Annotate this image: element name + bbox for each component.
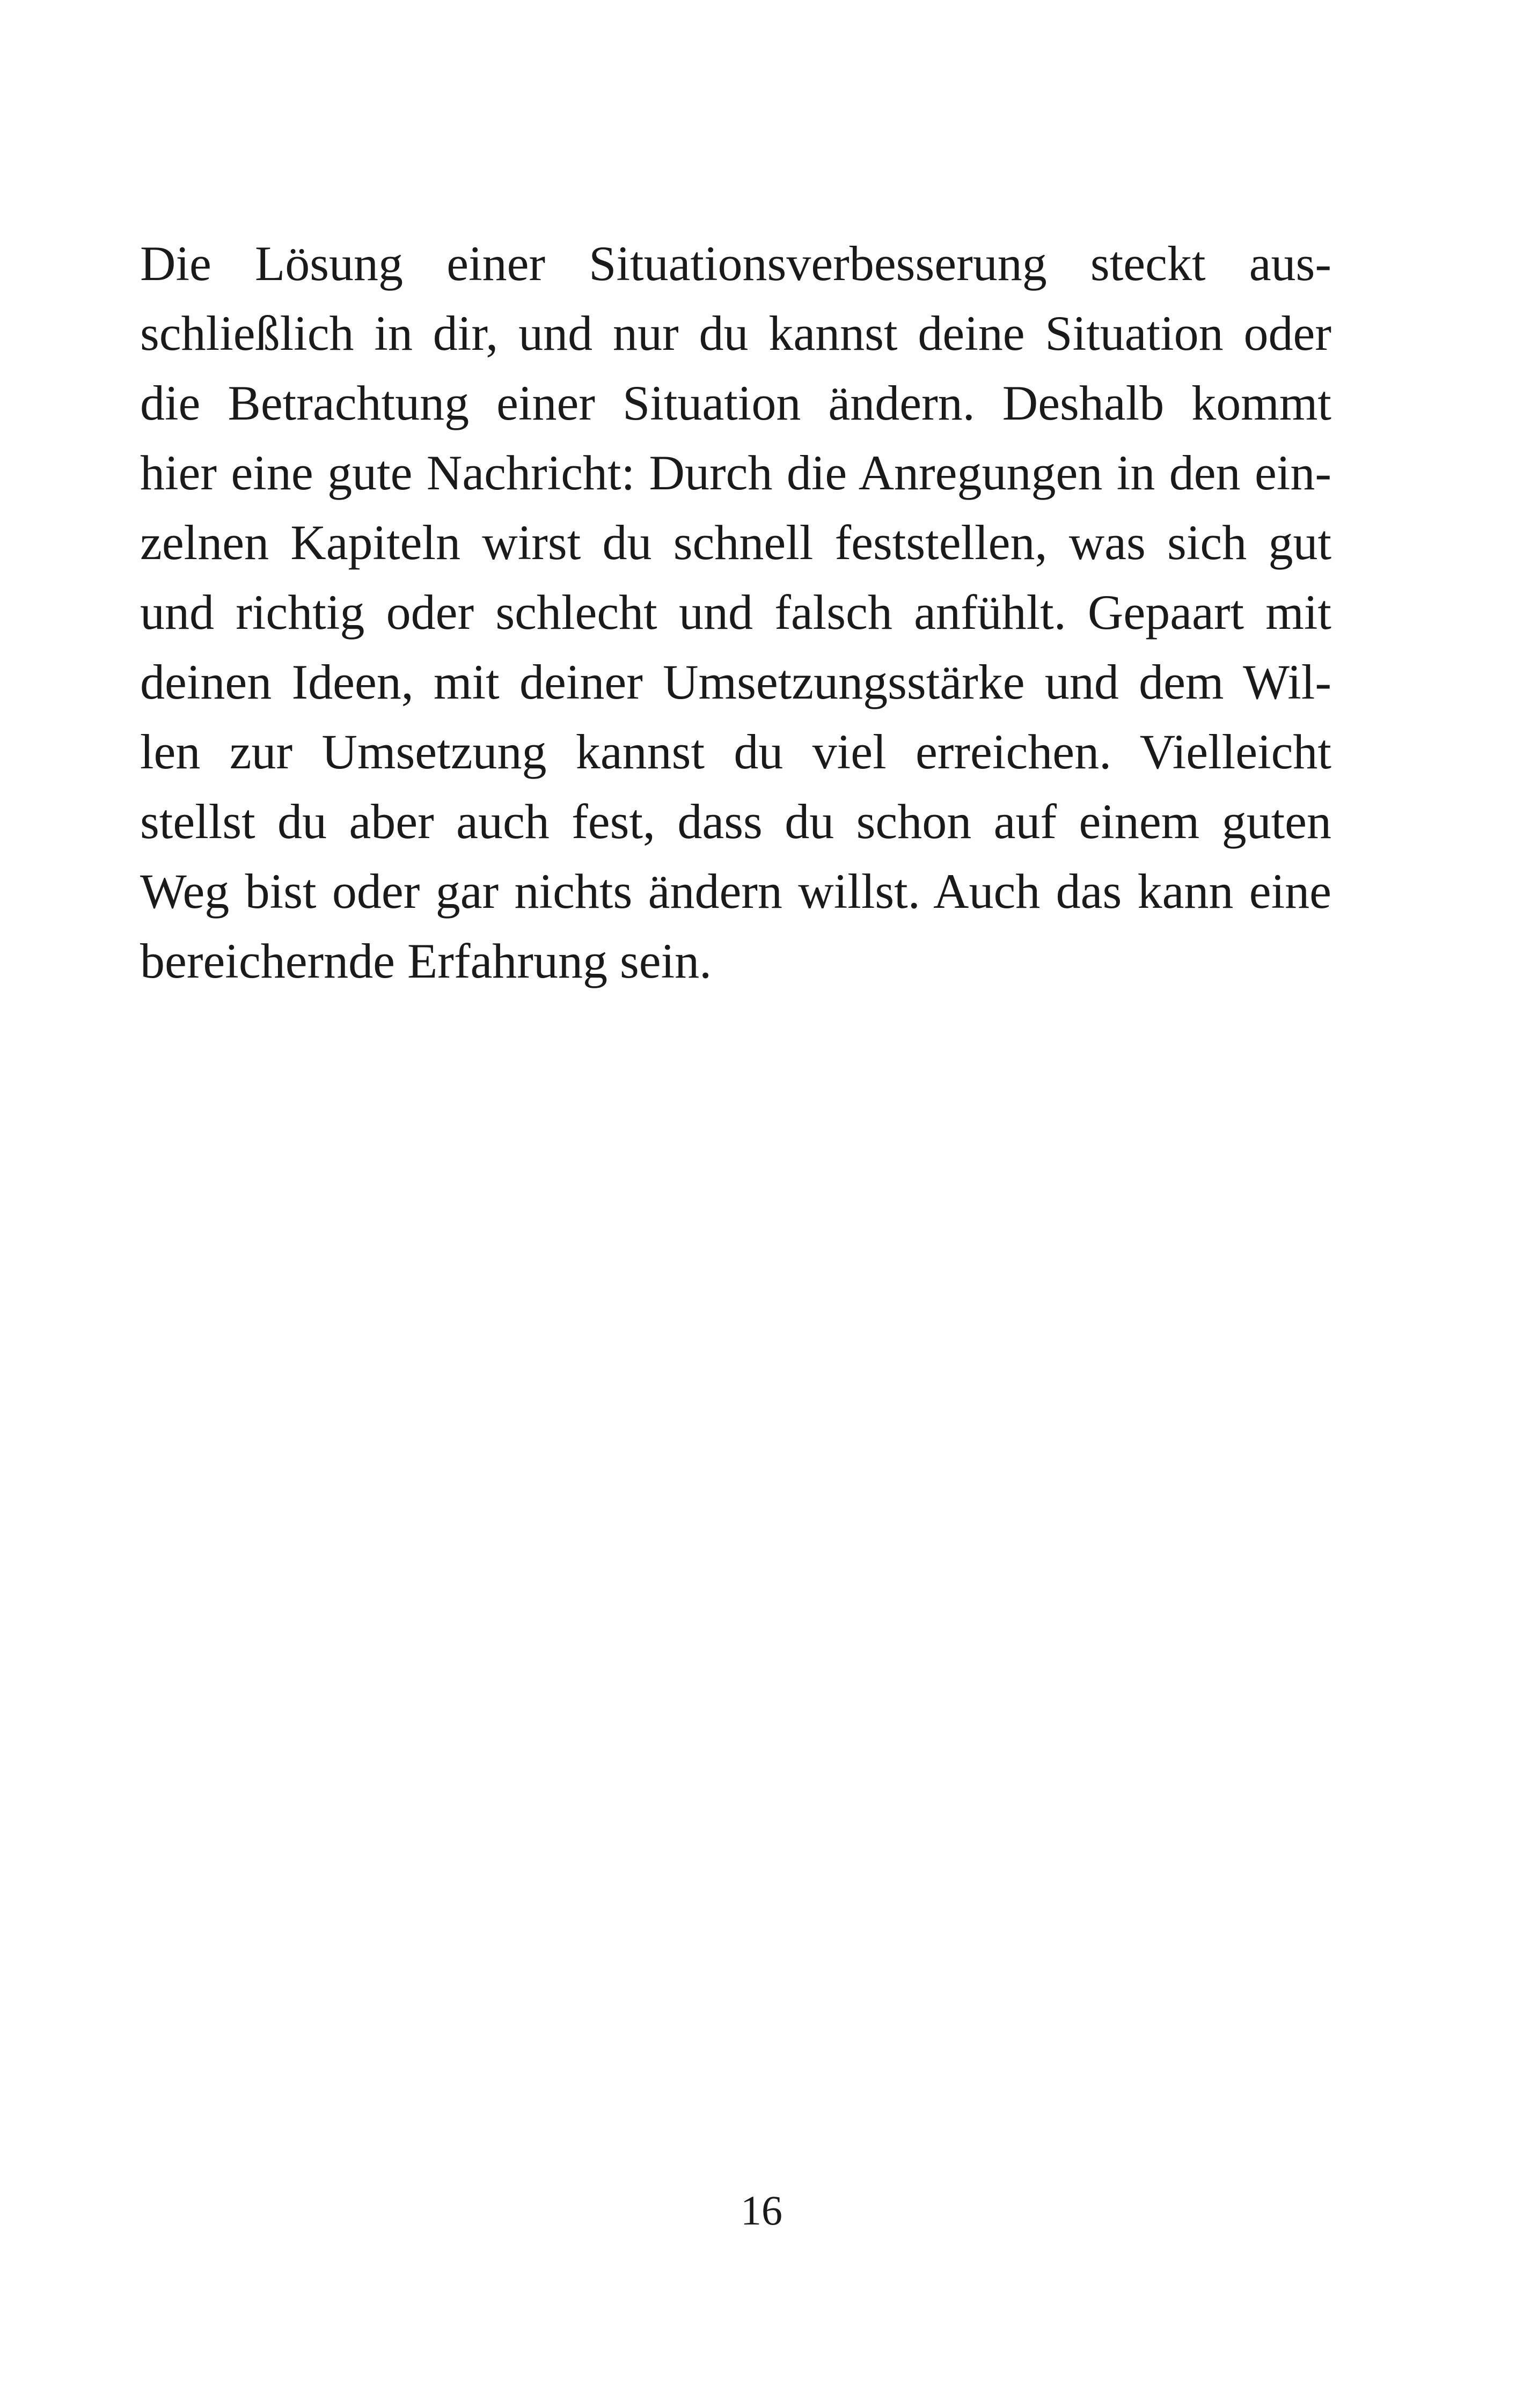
body-paragraph (140, 229, 1331, 996)
paragraph-line: Weg bist oder gar nichts ändern willst. Auch das kann eine (140, 864, 1331, 919)
paragraph-line: und richtig oder schlecht und falsch anfühlt. Gepaart mit (140, 585, 1331, 640)
paragraph-line: bereichernde Erfahrung sein. (140, 934, 712, 988)
paragraph-line: stellst du aber auch fest, dass du schon auf einem guten (140, 794, 1331, 849)
page-number: 16 (741, 2187, 782, 2234)
paragraph-line: die Betrachtung einer Situation ändern. Deshalb kommt (140, 376, 1331, 430)
paragraph-line: zelnen Kapiteln wirst du schnell feststellen, was sich gut (140, 515, 1331, 570)
paragraph-line: len zur Umsetzung kannst du viel erreichen. Vielleicht (140, 724, 1331, 779)
paragraph-line: hier eine gute Nachricht: Durch die Anregungen in den ein- (140, 445, 1331, 500)
paragraph-line: schließlich in dir, und nur du kannst deine Situation oder (140, 306, 1331, 361)
paragraph-line: Die Lösung einer Situationsverbesserung steckt aus- (140, 236, 1331, 291)
paragraph-line: deinen Ideen, mit deiner Umsetzungsstärke und dem Wil- (140, 655, 1331, 709)
